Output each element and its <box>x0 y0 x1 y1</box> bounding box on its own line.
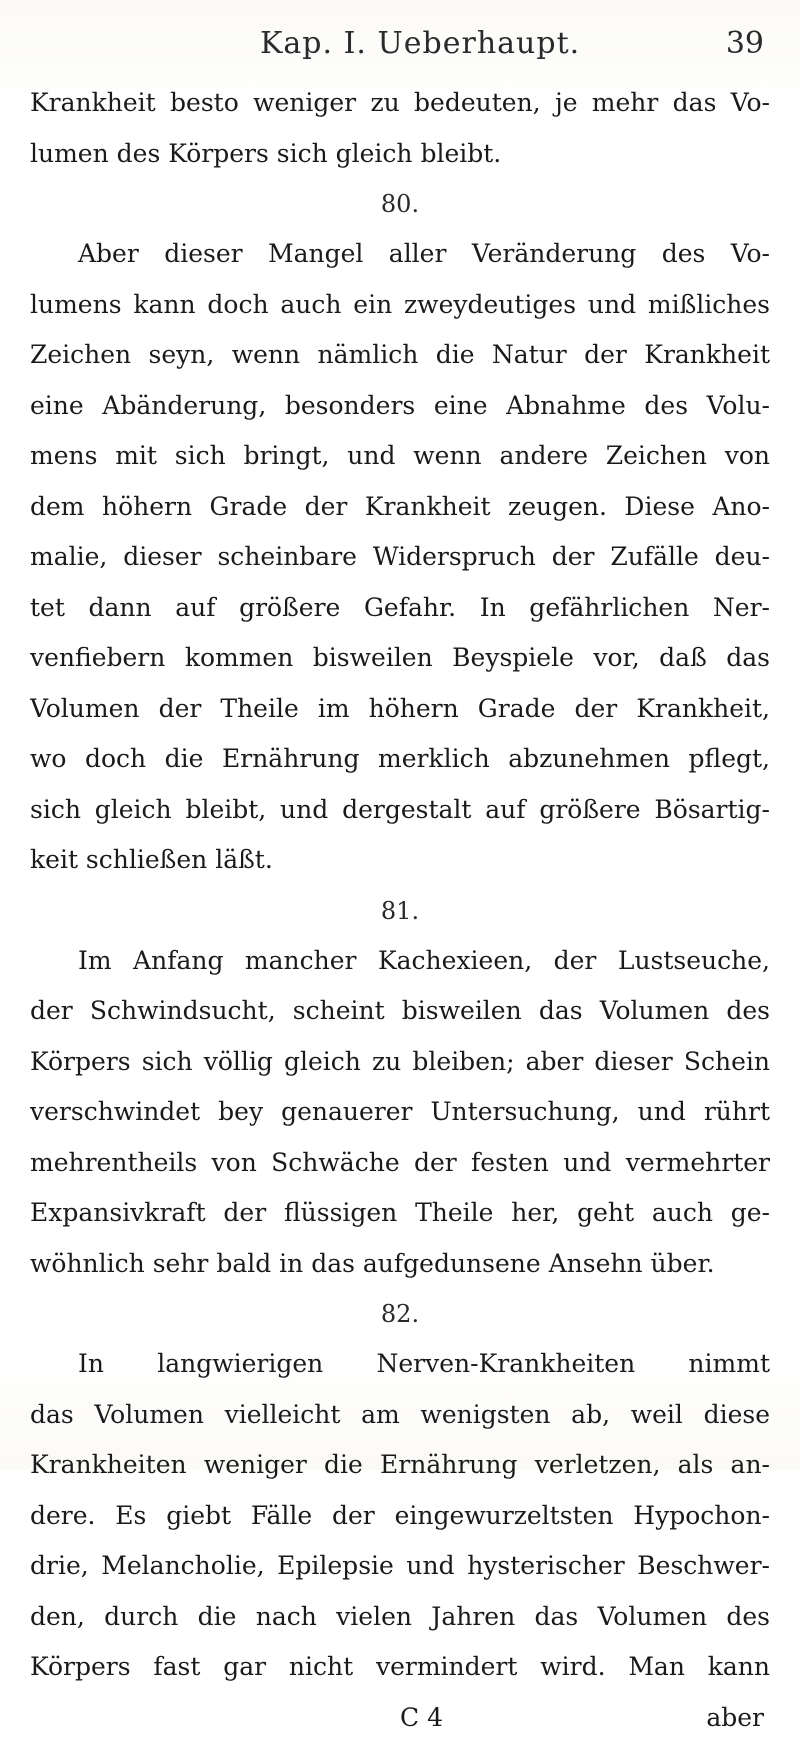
text-line: den, durch die nach vielen Jahren das Volumen des <box>30 1601 770 1631</box>
text-line: eine Abänderung, besonders eine Abnahme des Volu- <box>30 390 770 420</box>
catchword: aber <box>706 1702 764 1732</box>
signature-line <box>30 1693 770 1743</box>
text-line: lumen des Körpers sich gleich bleibt. <box>30 138 502 168</box>
text-line: das Volumen vielleicht am wenigsten ab, weil diese <box>30 1399 770 1429</box>
text-line: venfiebern kommen bisweilen Beyspiele vor, daß das <box>30 643 770 672</box>
text-line: Im Anfang mancher Kachexieen, der Lustseuche, <box>78 945 770 975</box>
running-head-title: Kap. I. Ueberhaupt. <box>260 26 581 61</box>
text-line: lumens kann doch auch ein zweydeutiges und mißliches <box>30 289 770 319</box>
text-line: Volumen der Theile im höhern Grade der Krankheit, <box>30 693 770 723</box>
text-line: Körpers sich völlig gleich zu bleiben; aber dieser Schein <box>30 1046 770 1076</box>
text-line: tet dann auf größere Gefahr. In gefährlichen Ner- <box>30 592 770 622</box>
text-line: Krankheiten weniger die Ernährung verletzen, als an- <box>30 1450 770 1479</box>
section-number: 82. <box>380 1300 420 1328</box>
text-line: verschwindet bey genauerer Untersuchung, und rührt <box>30 1097 770 1126</box>
text-line: Expansivkraft der flüssigen Theile her, geht auch ge- <box>30 1198 770 1227</box>
text-line: Krankheit besto weniger zu bedeuten, je mehr das Vo- <box>30 88 770 117</box>
text-line: Aber dieser Mangel aller Veränderung des Vo- <box>78 239 770 268</box>
text-line: keit schließen läßt. <box>30 845 273 874</box>
body-text <box>30 78 770 1693</box>
running-head <box>30 18 770 70</box>
signature-mark: C 4 <box>400 1702 443 1732</box>
section-number: 81. <box>380 896 420 925</box>
text-line: der Schwindsucht, scheint bisweilen das Volumen des <box>30 996 770 1025</box>
text-line: Körpers fast gar nicht vermindert wird. Man kann <box>30 1652 770 1681</box>
text-line: sich gleich bleibt, und dergestalt auf größere Bösartig- <box>30 794 770 824</box>
section-number: 80. <box>380 190 420 218</box>
text-line: mens mit sich bringt, und wenn andere Zeichen von <box>30 441 770 470</box>
text-line: In langwierigen Nerven-Krankheiten nimmt <box>78 1349 770 1378</box>
text-line: Zeichen seyn, wenn nämlich die Natur der Krankheit <box>30 340 770 369</box>
text-line: mehrentheils von Schwäche der festen und vermehrter <box>30 1147 770 1177</box>
text-line: dem höhern Grade der Krankheit zeugen. Diese Ano- <box>30 491 770 521</box>
text-line: dere. Es giebt Fälle der eingewurzeltsten Hypochon- <box>30 1500 770 1530</box>
text-line: malie, dieser scheinbare Widerspruch der Zufälle deu- <box>30 542 770 571</box>
page-number: 39 <box>725 26 764 61</box>
text-line: wo doch die Ernährung merklich abzunehmen pflegt, <box>30 744 770 773</box>
text-line: wöhnlich sehr bald in das aufgedunsene Ansehn über. <box>30 1248 715 1278</box>
text-line: drie, Melancholie, Epilepsie und hysterischer Beschwer- <box>30 1551 770 1580</box>
